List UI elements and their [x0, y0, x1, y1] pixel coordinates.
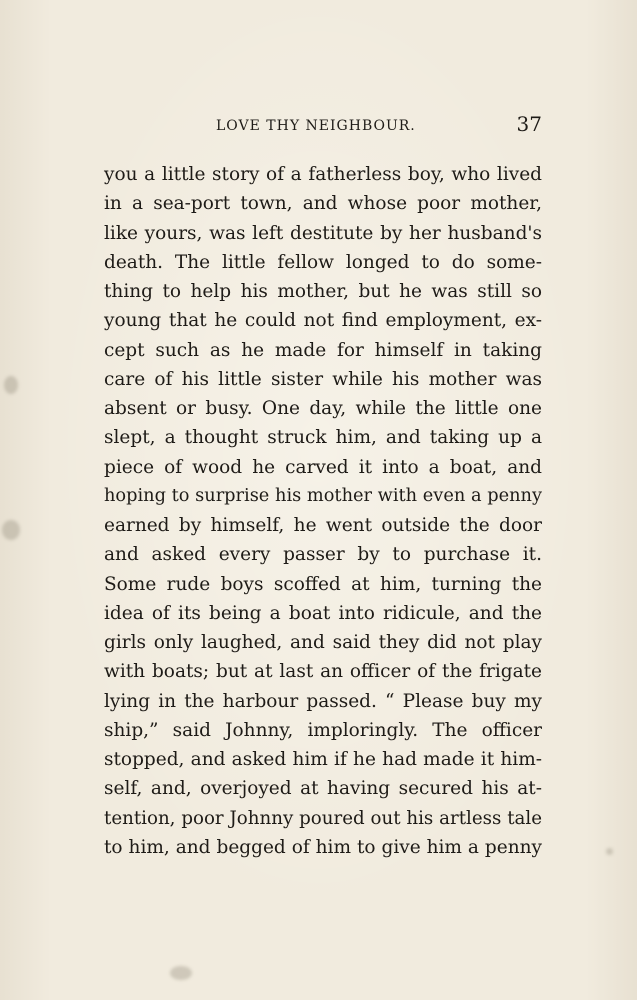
text-line: and asked every passer by to purchase it.: [104, 544, 542, 566]
text-line: like yours, was left destitute by her husband's: [104, 222, 542, 244]
paper-stain: [4, 376, 18, 394]
text-line: hoping to surprise his mother with even a penny: [104, 485, 542, 506]
text-line: slept, a thought struck him, and taking up a: [104, 427, 542, 449]
text-line: absent or busy. One day, while the little one: [104, 398, 542, 419]
body-text: [104, 160, 542, 862]
running-title: LOVE THY NEIGHBOUR.: [216, 118, 416, 134]
paper-stain: [606, 848, 613, 855]
text-line: thing to help his mother, but he was still so: [104, 281, 542, 302]
text-line: girls only laughed, and said they did not play: [104, 632, 542, 653]
text-line: death. The little fellow longed to do some-: [104, 251, 542, 273]
text-line: piece of wood he carved it into a boat, and: [104, 456, 542, 478]
text-line: stopped, and asked him if he had made it him-: [104, 749, 542, 770]
running-header: [104, 112, 542, 136]
text-line: tention, poor Johnny poured out his artless tale: [104, 807, 542, 829]
text-line: lying in the harbour passed. “ Please buy my: [104, 690, 542, 712]
text-line: with boats; but at last an officer of the frigate: [104, 661, 542, 683]
text-line: cept such as he made for himself in taking: [104, 339, 542, 361]
text-line: ship,” said Johnny, imploringly. The officer: [104, 719, 542, 741]
text-line: earned by himself, he went outside the door: [104, 515, 542, 536]
page-number: 37: [516, 112, 542, 136]
paper-stain: [170, 966, 192, 980]
text-line: you a little story of a fatherless boy, who lived: [104, 164, 542, 185]
text-line: in a sea-port town, and whose poor mother,: [104, 193, 542, 215]
text-line: idea of its being a boat into ridicule, and the: [104, 602, 542, 624]
text-line: self, and, overjoyed at having secured his at-: [104, 778, 542, 800]
text-line: to him, and begged of him to give him a penny: [104, 836, 542, 858]
text-line: care of his little sister while his mother was: [104, 368, 542, 390]
text-line: young that he could not find employment, ex-: [104, 310, 542, 332]
paper-stain: [2, 520, 20, 540]
text-line: Some rude boys scoffed at him, turning the: [104, 573, 542, 595]
